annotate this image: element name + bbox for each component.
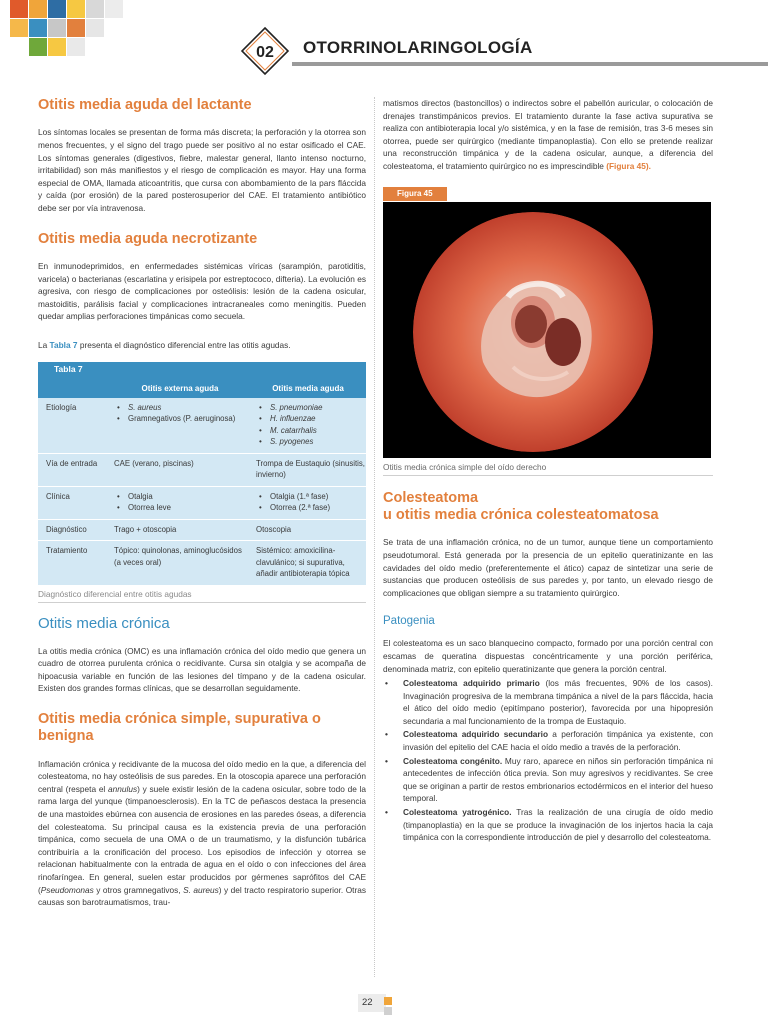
section-title-patogenia: Patogenia bbox=[383, 615, 435, 628]
cell-item: • Otorrea leve bbox=[114, 502, 250, 514]
table-cell: Trago + otoscopia bbox=[114, 524, 177, 534]
figure-label: Figura 45 bbox=[383, 187, 447, 201]
table-col-externa: Otitis externa aguda bbox=[141, 383, 219, 393]
table-7 bbox=[38, 362, 366, 603]
figure-ref-link[interactable]: (Figura 45). bbox=[606, 160, 651, 171]
list-item: • Colesteatoma adquirido secundario a perforación timpánica ya existente, con invasión del epitelio del CAE hacia el oído medio a través de la perforación. bbox=[383, 728, 713, 753]
chapter-title: OTORRINOLARINGOLOGÍA bbox=[303, 38, 533, 57]
otoscopy-figure bbox=[383, 202, 711, 458]
table-caption: Diagnóstico diferencial entre otitis agudas bbox=[38, 586, 366, 603]
list-item: • Colesteatoma congénito. Muy raro, aparece en niños sin perforación timpánica ni antecedentes de infección ótica previa. Son muy agresivos y recidivantes. Se cree que se originan a partir de restos embrionarios ectodérmicos en el interior del hueso temporal. bbox=[383, 755, 713, 805]
table-head bbox=[38, 362, 366, 378]
list-item: • Colesteatoma yatrogénico. Tras la realización de una cirugía de oído medio (timpanoplastia) en la que se produce la invaginación de los injertos hacia la caja timpánica con la correspondiente introducción de piel y desarrollo del colesteatoma. bbox=[383, 806, 713, 844]
section-title-colesteatoma: Colesteatoma bbox=[383, 489, 479, 506]
row-label: Diagnóstico bbox=[46, 524, 87, 534]
paragraph-table-ref bbox=[38, 339, 366, 352]
paragraph-necrotizante: En inmunodeprimidos, en enfermedades sistémicas víricas (sarampión, parotiditis, varicela) o bacterianas (escarlatina y erisipela por estreptococo, difteria). La evolución es agresiva, con riesgo de complicaciones por osteólisis: lesión de la cadena osicular, mastoiditis, parálisis facial y complicaciones intracraneales como meningitis. Pueden quedar amplias perforaciones timpánicas como secuela. bbox=[38, 260, 366, 322]
list-item: • Colesteatoma adquirido primario (los más frecuentes, 90% de los casos). Invaginación progresiva de la membrana timpánica a nivel de la pars fláccida, hacia el ático del oído medio (epitímpano posterior), favorecida por una hipopresión secundaria a mal funcionamiento de la trompa de Eustaquio. bbox=[383, 677, 713, 727]
table-cell: Trompa de Eustaquio (sinusitis, invierno) bbox=[256, 458, 365, 479]
table-row bbox=[38, 454, 366, 487]
table-cell: CAE (verano, piscinas) bbox=[114, 458, 194, 468]
table-col-media: Otitis media aguda bbox=[272, 383, 344, 393]
chapter-number: 02 bbox=[256, 44, 274, 61]
chapter-badge bbox=[240, 26, 290, 76]
right-column bbox=[383, 97, 713, 845]
section-title-simple: Otitis media crónica simple, supurativa o benigna bbox=[38, 710, 321, 745]
column-divider bbox=[374, 97, 375, 977]
row-label: Clínica bbox=[46, 491, 70, 501]
cell-item: • S. pneumoniae bbox=[256, 402, 366, 414]
paragraph-simple: Inflamación crónica y recidivante de la mucosa del oído medio en la que, a diferencia del colesteatoma, no hay osteólisis de sus paredes. En la otoscopia aparece una perforación central (respeta el annulus) y suele existir lesión de la cadena osicular, sobre todo de la rama larga del yunque (timpanoesclerosis). En la TC de peñascos destaca la presencia de una mastoides ebúrnea con ausencia de erosiones en las paredes óseas, a diferencia del colesteatoma. Su principal causa es la existencia previa de una perforación timpánica, como secuela de una OMA o de un traumatismo, y la disfunción tubárica contribuiría a la cronificación del proceso. Los episodios de infección y otorrea se relacionan habitualmente con la entrada de agua en el oído o con infecciones del área rinofaríngea. En general, suelen estar producidos por gérmenes saprófitos del CAE (Pseudomonas y otros gramnegativos, S. aureus) y del tracto respiratorio superior. Otras causas son barotraumatismos, trau- bbox=[38, 758, 367, 908]
table-column-headers bbox=[38, 378, 366, 398]
cell-item: • S. pyogenes bbox=[256, 436, 366, 448]
table-cell: Otoscopia bbox=[256, 524, 292, 534]
row-label: Tratamiento bbox=[46, 546, 88, 555]
paragraph-patogenia: El colesteatoma es un saco blanquecino compacto, formado por una porción central con escamas de queratina dispuestas concéntricamente y una porción periférica, denominada matriz, con epitelio queratinizante que genera la porción central. bbox=[383, 638, 713, 674]
cell-item: • Otalgia (1.ª fase) bbox=[256, 491, 366, 503]
table-cell: Tópico: quinolonas, aminoglucósidos (a veces oral) bbox=[114, 546, 242, 567]
cell-item: • Otorrea (2.ª fase) bbox=[256, 502, 366, 514]
header-decorative-squares bbox=[10, 0, 130, 60]
section-title-necrotizante: Otitis media aguda necrotizante bbox=[38, 230, 258, 247]
left-column bbox=[38, 97, 366, 925]
paragraph-continuation: matismos directos (bastoncillos) o indirectos sobre el pabellón auricular, o colocación de drenajes transtimpánicos previos. El tratamiento durante la fase activa supurativa se realiza con antibioterapia local y/o sistémica, y en la fase de remisión, tras 3-6 meses sin otorrea, puede ser quirúrgico (mediante timpanoplastia). Con ello se pretende realizar una reconstrucción timpánica y de la cadena osicular, aunque, a diferencia del colesteatoma, el tratamiento quirúrgico no es imprescindible (Figura 45). bbox=[383, 98, 713, 171]
table-ref-link[interactable]: Tabla 7 bbox=[49, 339, 78, 350]
cell-item: • M. catarrhalis bbox=[256, 425, 366, 437]
table-row bbox=[38, 541, 366, 586]
patogenia-list bbox=[383, 677, 713, 844]
figure-caption: Otitis media crónica simple del oído derecho bbox=[383, 458, 713, 476]
table-ref-pre: La bbox=[38, 339, 50, 350]
page-number-accent-gray bbox=[384, 1007, 392, 1015]
paragraph-omc: La otitis media crónica (OMC) es una inflamación crónica del oído medio que genera un cuadro de otorrea purulenta crónica o recidivante. Cursa sin otalgia y se acompaña de hipoacusia variable en función de las lesiones del tímpano y de la cadena osicular. Existen dos grandes formas clínicas, que se desarrollan seguidamente. bbox=[38, 645, 366, 694]
header-rule bbox=[292, 62, 768, 66]
row-label: Etiología bbox=[46, 402, 77, 412]
page-number: 22 bbox=[362, 997, 373, 1008]
table-row bbox=[38, 398, 366, 454]
cell-item: • Otalgia bbox=[114, 491, 250, 503]
table-title: Tabla 7 bbox=[38, 362, 110, 378]
section-subtitle-colesteatoma: u otitis media crónica colesteatomatosa bbox=[383, 506, 659, 523]
cell-item: • Gramnegativos (P. aeruginosa) bbox=[114, 413, 250, 425]
section-title-omc: Otitis media crónica bbox=[38, 614, 170, 632]
row-label: Vía de entrada bbox=[46, 458, 98, 468]
table-row bbox=[38, 520, 366, 542]
cell-item: • S. aureus bbox=[114, 402, 250, 414]
paragraph-colesteatoma: Se trata de una inflamación crónica, no de un tumor, aunque tiene un comportamiento pseudotumoral. Está generada por la presencia de un epitelio queratinizante en las cavidades del oído medio (preferentemente el ático) capaz de sintetizar una serie de sustancias que producen osteólisis de sus paredes y, por tanto, un elevado riesgo de complicaciones que obligan siempre a su tratamiento quirúrgico. bbox=[383, 537, 713, 598]
page-number-accent bbox=[384, 997, 392, 1005]
paragraph-lactante: Los síntomas locales se presentan de forma más discreta; la perforación y la otorrea son menos frecuentes, y el signo del trago puede ser positivo al no estar osificado el CAE. Los síntomas generales (digestivos, fiebre, malestar general, llanto intenso nocturno, irritabilidad) son más manifiestos y el riesgo de complicación es mayor. Hay una forma especial de OMA, llamada aticoantritis, que cursa con abombamiento de la pars fláccida y caída (por erosión) de la pared posterosuperior del CAE. El tratamiento antibiótico debe ser por vía intravenosa. bbox=[38, 127, 366, 213]
table-ref-post: presenta el diagnóstico diferencial entre las otitis agudas. bbox=[77, 339, 291, 350]
otoscopy-image bbox=[413, 212, 653, 452]
section-title-lactante: Otitis media aguda del lactante bbox=[38, 97, 252, 113]
cell-item: • H. influenzae bbox=[256, 413, 366, 425]
table-cell: Sistémico: amoxicilina-clavulánico; si supurativa, añadir antibioterapia tópica bbox=[256, 546, 350, 578]
table-row bbox=[38, 487, 366, 520]
